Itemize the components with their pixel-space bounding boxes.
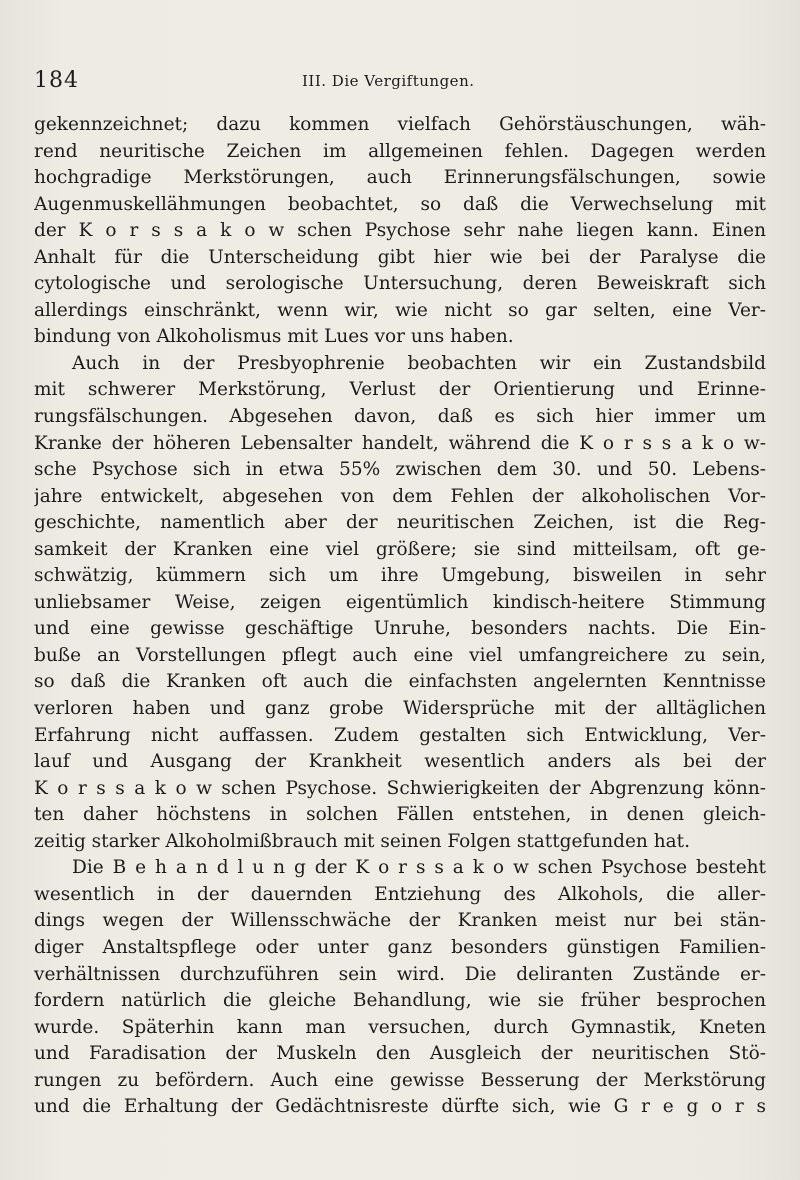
text-line: wurde. Späterhin kann man versuchen, durch Gymnastik, Kneten	[34, 1016, 766, 1038]
text-line: allerdings einschränkt, wenn wir, wie nicht so gar selten, eine Ver-	[34, 299, 766, 321]
text-line: mit schwerer Merkstörung, Verlust der Orientierung und Erinne-	[34, 379, 766, 401]
text-line: verloren haben und ganz grobe Widersprüche mit der alltäglichen	[34, 698, 766, 720]
text-line: fordern natürlich die gleiche Behandlung, wie sie früher besprochen	[34, 990, 766, 1012]
page-header	[34, 68, 764, 102]
text-line: Anhalt für die Unterscheidung gibt hier wie bei der Paralyse die	[34, 246, 766, 268]
text-line: und eine gewisse geschäftige Unruhe, besonders nachts. Die Ein-	[34, 618, 766, 640]
text-line: verhältnissen durchzuführen sein wird. Die deliranten Zustände er-	[34, 963, 766, 985]
text-line: bindung von Alkoholismus mit Lues vor uns haben.	[34, 326, 514, 348]
text-line: zeitig starker Alkoholmißbrauch mit seinen Folgen stattgefunden hat.	[34, 830, 690, 852]
text-line: der K o r s s a k o w schen Psychose sehr nahe liegen kann. Einen	[34, 220, 766, 242]
text-line: Kranke der höheren Lebensalter handelt, während die K o r s s a k o w-	[34, 432, 766, 454]
text-line: sche Psychose sich in etwa 55% zwischen dem 30. und 50. Lebens-	[34, 459, 766, 481]
text-line: geschichte, namentlich aber der neuritischen Zeichen, ist die Reg-	[34, 512, 766, 534]
text-line: hochgradige Merkstörungen, auch Erinnerungsfälschungen, sowie	[34, 167, 766, 189]
text-line: K o r s s a k o w schen Psychose. Schwierigkeiten der Abgrenzung könn-	[34, 777, 766, 799]
text-line: buße an Vorstellungen pflegt auch eine viel umfangreichere zu sein,	[34, 644, 766, 666]
running-head: III. Die Vergiftungen.	[302, 72, 475, 90]
text-line: rungen zu befördern. Auch eine gewisse Besserung der Merkstörung	[34, 1069, 766, 1091]
text-line: so daß die Kranken oft auch die einfachsten angelernten Kenntnisse	[34, 671, 766, 693]
text-line: wesentlich in der dauernden Entziehung des Alkohols, die aller-	[34, 883, 766, 905]
text-line: lauf und Ausgang der Krankheit wesentlich anders als bei der	[34, 751, 766, 773]
text-line: und Faradisation der Muskeln den Ausgleich der neuritischen Stö-	[34, 1043, 766, 1065]
text-line: schwätzig, kümmern sich um ihre Umgebung, bisweilen in sehr	[34, 565, 766, 587]
text-line: Augenmuskellähmungen beobachtet, so daß die Verwechselung mit	[34, 193, 766, 215]
body-text	[34, 112, 766, 1121]
text-line: Erfahrung nicht auffassen. Zudem gestalten sich Entwicklung, Ver-	[34, 724, 766, 746]
text-line: jahre entwickelt, abgesehen von dem Fehlen der alkoholischen Vor-	[34, 485, 766, 507]
text-line: ten daher höchstens in solchen Fällen entstehen, in denen gleich-	[34, 804, 766, 826]
text-line: und die Erhaltung der Gedächtnisreste dürfte sich, wie G r e g o r s	[34, 1096, 766, 1118]
text-line: samkeit der Kranken eine viel größere; sie sind mitteilsam, oft ge-	[34, 538, 766, 560]
text-line: gekennzeichnet; dazu kommen vielfach Gehörstäuschungen, wäh-	[34, 114, 766, 135]
text-line: cytologische und serologische Untersuchung, deren Beweiskraft sich	[34, 273, 766, 295]
text-line: dings wegen der Willensschwäche der Kranken meist nur bei stän-	[34, 910, 766, 932]
text-line: rungsfälschungen. Abgesehen davon, daß es sich hier immer um	[34, 406, 766, 428]
text-line: unliebsamer Weise, zeigen eigentümlich kindisch-heitere Stimmung	[34, 591, 766, 613]
text-line: diger Anstaltspflege oder unter ganz besonders günstigen Familien-	[34, 936, 766, 958]
text-line: rend neuritische Zeichen im allgemeinen fehlen. Dagegen werden	[34, 140, 766, 162]
page-number: 184	[34, 68, 79, 93]
text-line: Auch in der Presbyophrenie beobachten wir ein Zustandsbild	[72, 352, 766, 374]
text-line: Die B e h a n d l u n g der K o r s s a k o w schen Psychose besteht	[72, 857, 766, 879]
